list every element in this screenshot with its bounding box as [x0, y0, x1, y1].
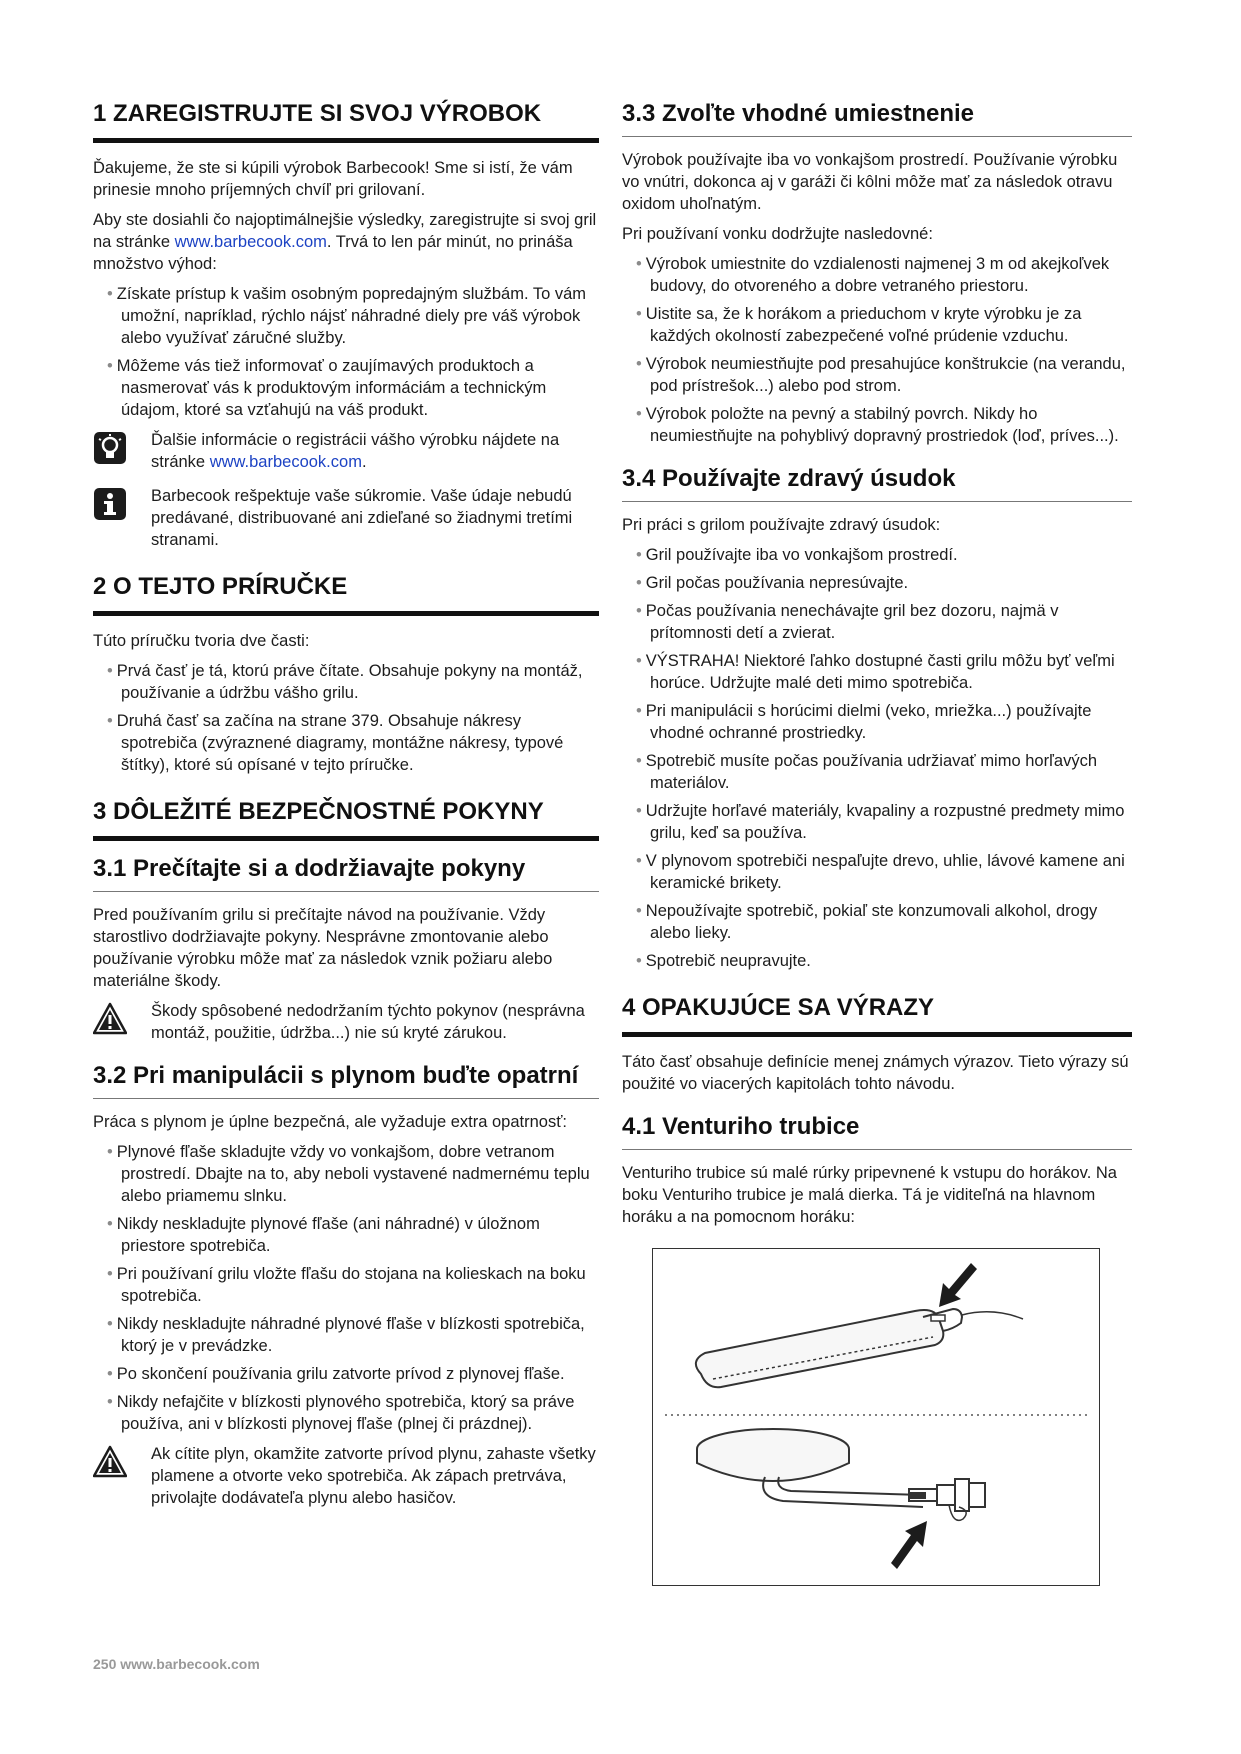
section-2-title: 2 O TEJTO PRÍRUČKE [93, 573, 599, 616]
section-4-1-title: 4.1 Venturiho trubice [622, 1113, 1132, 1150]
list-item: • Uistite sa, že k horákom a prieduchom v kryte výrobku je za každých okolností zabezpečené voľné prúdenie vzduchu. [622, 303, 1132, 347]
warning-note [93, 1443, 599, 1509]
list-item: • Plynové fľaše skladujte vždy vo vonkajšom, dobre vetranom prostredí. Dbajte na to, aby neboli vystavené nadmernému teplu alebo priamemu slnku. [93, 1141, 599, 1207]
s1-paragraph-2: Aby ste dosiahli čo najoptimálnejšie výsledky, zaregistrujte si svoj gril na stránke www.barbecook.com. Trvá to len pár minút, no prináša množstvo výhod: [93, 211, 597, 273]
list-item: • Výrobok položte na pevný a stabilný povrch. Nikdy ho neumiestňujte na pohyblivý dopravný prostriedok (loď, príves...). [622, 403, 1132, 447]
list-item: • Výrobok umiestnite do vzdialenosti najmenej 3 m od akejkoľvek budovy, do otvoreného a dobre vetraného priestoru. [622, 253, 1132, 297]
list-item: • Po skončení používania grilu zatvorte prívod z plynovej fľaše. [93, 1363, 599, 1385]
list-item: • Prvá časť je tá, ktorú práve čítate. Obsahuje pokyny na montáž, používanie a údržbu vášho grilu. [93, 660, 599, 704]
list-item: • Počas používania nenechávajte gril bez dozoru, najmä v prítomnosti detí a zvierat. [622, 600, 1132, 644]
arrow-bottom [891, 1521, 927, 1569]
tip-text: Ďalšie informácie o registrácii vášho výrobku nájdete na stránke www.barbecook.com. [151, 431, 560, 471]
list-item: • Nikdy neskladujte plynové fľaše (ani náhradné) v úložnom priestore spotrebiča. [93, 1213, 599, 1257]
section-3-1-title: 3.1 Prečítajte si a dodržiavajte pokyny [93, 855, 599, 892]
s2-paragraph-1: Túto príručku tvoria dve časti: [93, 632, 310, 650]
info-icon [93, 487, 127, 521]
right-column [622, 100, 1132, 1591]
warning-text: Škody spôsobené nedodržaním týchto pokynov (nesprávna montáž, použitie, údržba...) nie sú kryté zárukou. [151, 1002, 585, 1042]
s1-bullet-list [93, 283, 599, 421]
s33-paragraph-1: Výrobok používajte iba vo vonkajšom prostredí. Používanie výrobku vo vnútri, dokonca aj v garáži či kôlni môže mať za následok otravu oxidom uhoľnatým. [622, 151, 1118, 213]
warning-text: Ak cítite plyn, okamžite zatvorte prívod plynu, zahaste všetky plamene a otvorte veko spotrebiča. Ak zápach pretrváva, privolajte dodávateľa plynu alebo hasičov. [151, 1445, 596, 1507]
info-note [93, 485, 599, 551]
s32-paragraph-1: Práca s plynom je úplne bezpečná, ale vyžaduje extra opatrnosť: [93, 1113, 567, 1131]
section-3-title: 3 DÔLEŽITÉ BEZPEČNOSTNÉ POKYNY [93, 798, 599, 841]
main-burner-drawing [696, 1309, 1023, 1387]
section-3-3-title: 3.3 Zvoľte vhodné umiestnenie [622, 100, 1132, 137]
info-text: Barbecook rešpektuje vaše súkromie. Vaše údaje nebudú predávané, distribuované ani zdieľané so žiadnymi tretími stranami. [151, 487, 573, 549]
section-4-title: 4 OPAKUJÚCE SA VÝRAZY [622, 994, 1132, 1037]
s34-paragraph-1: Pri práci s grilom používajte zdravý úsudok: [622, 516, 941, 534]
venturi-tube-illustration [652, 1248, 1100, 1586]
barbecook-link[interactable]: www.barbecook.com [209, 453, 362, 471]
warning-icon [93, 1002, 127, 1036]
list-item: • Výrobok neumiestňujte pod presahujúce konštrukcie (na verandu, pod prístrešok...) alebo pod strom. [622, 353, 1132, 397]
list-item: • Nikdy nefajčite v blízkosti plynového spotrebiča, ktorý sa práve používa, ani v blízkosti plynovej fľaše (plnej či prázdnej). [93, 1391, 599, 1435]
s33-bullet-list [622, 253, 1132, 447]
list-item: • Môžeme vás tiež informovať o zaujímavých produktoch a nasmerovať vás k produktovým informáciám a technickým údajom, ktoré sa vzťahujú na váš produkt. [93, 355, 599, 421]
footer-site[interactable]: www.barbecook.com [120, 1656, 260, 1672]
s4-paragraph-1: Táto časť obsahuje definície menej známych výrazov. Tieto výrazy sú použité vo viacerých kapitolách tohto návodu. [622, 1053, 1129, 1093]
section-3-4-title: 3.4 Používajte zdravý úsudok [622, 465, 1132, 502]
s2-bullet-list [93, 660, 599, 776]
s31-paragraph-1: Pred používaním grilu si prečítajte návod na používanie. Vždy starostlivo dodržiavajte pokyny. Nesprávne zmontovanie alebo používanie výrobku môže mať za následok vznik požiaru alebo materiálne škody. [93, 906, 553, 990]
list-item: • Gril používajte iba vo vonkajšom prostredí. [622, 544, 1132, 566]
s41-paragraph-1: Venturiho trubice sú malé rúrky pripevnené k vstupu do horákov. Na boku Venturiho trubice je malá dierka. Tá je viditeľná na hlavnom horáku a na pomocnom horáku: [622, 1164, 1117, 1226]
list-item: • Spotrebič neupravujte. [622, 950, 1132, 972]
s34-bullet-list [622, 544, 1132, 972]
s32-bullet-list [93, 1141, 599, 1435]
tip-note [93, 429, 599, 473]
warning-note [93, 1000, 599, 1044]
list-item: • Získate prístup k vašim osobným popredajným službám. To vám umožní, napríklad, rýchlo nájsť náhradné diely pre váš výrobok alebo využívať záručné služby. [93, 283, 599, 349]
list-item: • Pri používaní grilu vložte fľašu do stojana na kolieskach na boku spotrebiča. [93, 1263, 599, 1307]
arrow-top [939, 1263, 977, 1307]
list-item: • Druhá časť sa začína na strane 379. Obsahuje nákresy spotrebiča (zvýraznené diagramy, montážne nákresy, typové štítky), ktoré sú opísané v tejto príručke. [93, 710, 599, 776]
lightbulb-icon [93, 431, 127, 465]
barbecook-link[interactable]: www.barbecook.com [174, 233, 327, 251]
side-burner-drawing [697, 1429, 985, 1520]
list-item: • Udržujte horľavé materiály, kvapaliny a rozpustné predmety mimo grilu, keď sa používa. [622, 800, 1132, 844]
s1-paragraph-1: Ďakujeme, že ste si kúpili výrobok Barbecook! Sme si istí, že vám prinesie mnoho príjemných chvíľ pri grilovaní. [93, 159, 573, 199]
section-1-title: 1 ZAREGISTRUJTE SI SVOJ VÝROBOK [93, 100, 599, 143]
list-item: • Spotrebič musíte počas používania udržiavať mimo horľavých materiálov. [622, 750, 1132, 794]
list-item: • Nikdy neskladujte náhradné plynové fľaše v blízkosti spotrebiča, ktorý je v prevádzke. [93, 1313, 599, 1357]
list-item: • Gril počas používania nepresúvajte. [622, 572, 1132, 594]
list-item: • VÝSTRAHA! Niektoré ľahko dostupné časti grilu môžu byť veľmi horúce. Udržujte malé deti mimo spotrebiča. [622, 650, 1132, 694]
page-footer [93, 1656, 260, 1672]
list-item: • Pri manipulácii s horúcimi dielmi (veko, mriežka...) používajte vhodné ochranné prostriedky. [622, 700, 1132, 744]
list-item: • Nepoužívajte spotrebič, pokiaľ ste konzumovali alkohol, drogy alebo lieky. [622, 900, 1132, 944]
s33-paragraph-2: Pri používaní vonku dodržujte nasledovné: [622, 225, 933, 243]
left-column [93, 100, 599, 1521]
list-item: • V plynovom spotrebiči nespaľujte drevo, uhlie, lávové kamene ani keramické brikety. [622, 850, 1132, 894]
page-number: 250 [93, 1656, 117, 1672]
section-3-2-title: 3.2 Pri manipulácii s plynom buďte opatrní [93, 1062, 599, 1099]
warning-icon [93, 1445, 127, 1479]
